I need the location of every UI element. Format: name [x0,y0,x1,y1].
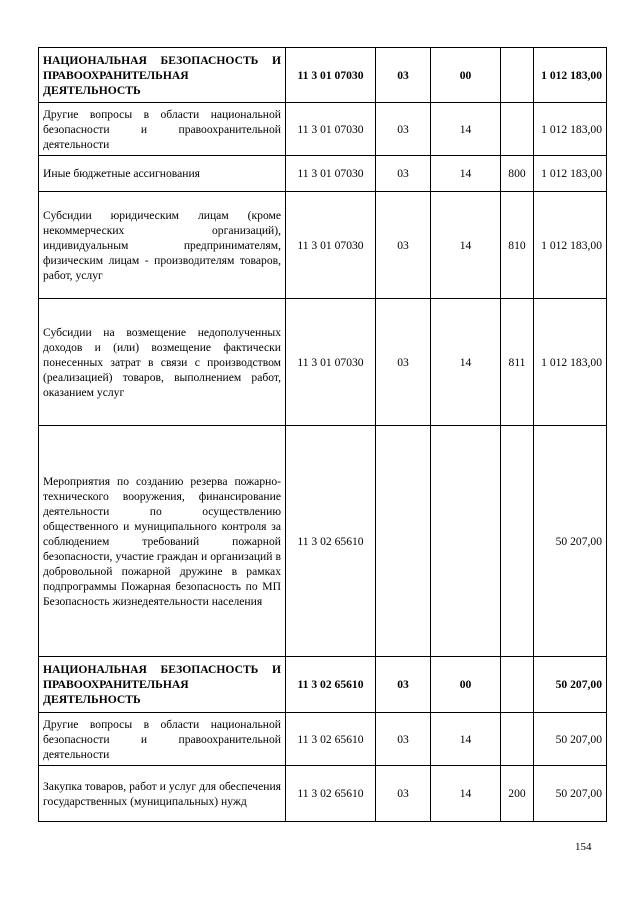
row-pr-cell: 14 [431,713,501,766]
row-csr-cell: 11 3 01 07030 [286,48,376,103]
row-rz-cell: 03 [376,48,431,103]
row-pr-cell: 00 [431,657,501,713]
row-sum-cell: 1 012 183,00 [534,103,607,156]
row-sum-cell: 50 207,00 [534,426,607,657]
row-rz-cell: 03 [376,713,431,766]
row-csr-cell: 11 3 01 07030 [286,192,376,299]
row-sum-cell: 50 207,00 [534,713,607,766]
row-vr-cell: 811 [501,299,534,426]
row-name-cell: Иные бюджетные ассигнования [39,156,286,192]
row-sum-cell: 1 012 183,00 [534,156,607,192]
row-pr-cell: 14 [431,103,501,156]
page-number: 154 [575,841,592,853]
row-rz-cell: 03 [376,766,431,822]
row-name-cell: НАЦИОНАЛЬНАЯ БЕЗОПАСНОСТЬ И ПРАВООХРАНИТЕЛЬНАЯ ДЕЯТЕЛЬНОСТЬ [39,657,286,713]
budget-table-body [39,48,607,822]
row-vr-cell [501,657,534,713]
table-row [39,766,607,822]
row-rz-cell: 03 [376,192,431,299]
row-pr-cell: 14 [431,766,501,822]
row-name-cell: Субсидии на возмещение недополученных доходов и (или) возмещение фактически понесенных затрат в связи с производством (реализацией) товаров, выполнением работ, оказанием услуг [39,299,286,426]
row-csr-cell: 11 3 01 07030 [286,299,376,426]
row-vr-cell [501,48,534,103]
row-vr-cell: 800 [501,156,534,192]
row-rz-cell: 03 [376,103,431,156]
row-pr-cell: 14 [431,299,501,426]
row-vr-cell: 200 [501,766,534,822]
row-rz-cell: 03 [376,156,431,192]
row-vr-cell [501,103,534,156]
row-pr-cell: 14 [431,192,501,299]
row-csr-cell: 11 3 02 65610 [286,657,376,713]
row-vr-cell [501,713,534,766]
row-name-cell: Другие вопросы в области национальной безопасности и правоохранительной деятельности [39,103,286,156]
budget-table [38,47,607,822]
row-pr-cell: 00 [431,48,501,103]
row-csr-cell: 11 3 02 65610 [286,713,376,766]
row-csr-cell: 11 3 02 65610 [286,766,376,822]
row-name-cell: Закупка товаров, работ и услуг для обеспечения государственных (муниципальных) нужд [39,766,286,822]
row-name-cell: Мероприятия по созданию резерва пожарно-технического вооружения, финансирование деятельности по осуществлению общественного и муниципального контроля за соблюдением требований пожарной безопасности, участие граждан и организаций в добровольной пожарной дружине в рамках подпрограммы Пожарная безопасность по МП Безопасность жизнедеятельности населения [39,426,286,657]
table-row [39,657,607,713]
row-name-cell: НАЦИОНАЛЬНАЯ БЕЗОПАСНОСТЬ И ПРАВООХРАНИТЕЛЬНАЯ ДЕЯТЕЛЬНОСТЬ [39,48,286,103]
row-sum-cell: 1 012 183,00 [534,48,607,103]
row-csr-cell: 11 3 02 65610 [286,426,376,657]
table-row [39,48,607,103]
table-row [39,192,607,299]
row-name-cell: Субсидии юридическим лицам (кроме некоммерческих организаций), индивидуальным предпринимателям, физическим лицам - производителям товаров, работ, услуг [39,192,286,299]
row-sum-cell: 1 012 183,00 [534,299,607,426]
row-rz-cell: 03 [376,299,431,426]
row-rz-cell [376,426,431,657]
row-pr-cell [431,426,501,657]
row-vr-cell [501,426,534,657]
row-sum-cell: 50 207,00 [534,766,607,822]
table-row [39,299,607,426]
row-pr-cell: 14 [431,156,501,192]
row-sum-cell: 50 207,00 [534,657,607,713]
table-row [39,103,607,156]
row-sum-cell: 1 012 183,00 [534,192,607,299]
table-row [39,713,607,766]
table-row [39,426,607,657]
row-vr-cell: 810 [501,192,534,299]
row-name-cell: Другие вопросы в области национальной безопасности и правоохранительной деятельности [39,713,286,766]
row-csr-cell: 11 3 01 07030 [286,156,376,192]
table-row [39,156,607,192]
row-rz-cell: 03 [376,657,431,713]
row-csr-cell: 11 3 01 07030 [286,103,376,156]
